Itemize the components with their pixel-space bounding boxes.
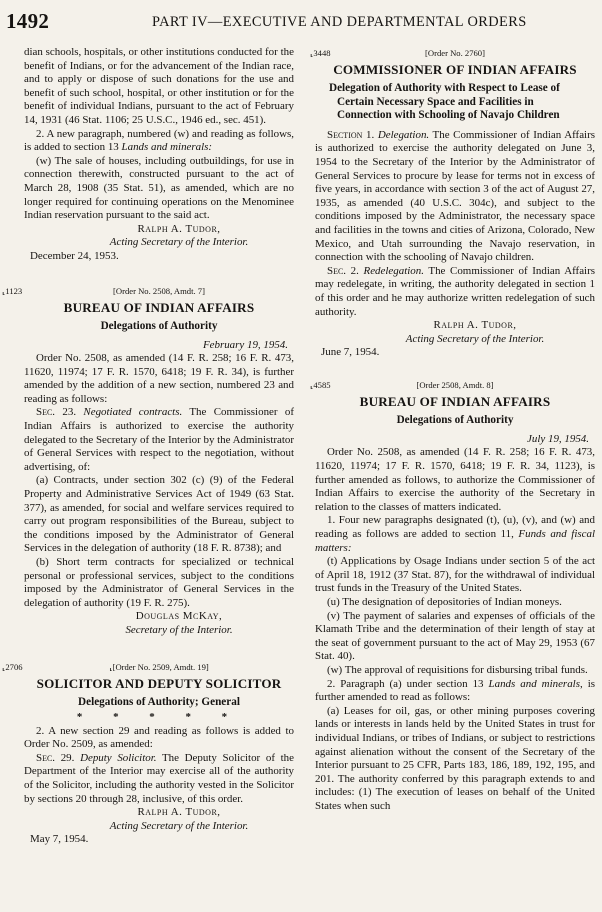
paragraph-1-text: 1. Four new paragraphs designated (t), (u), (v), and (w) and reading as follows are added to section 11, xyxy=(315,514,595,541)
paragraph-2: 2. A new section 29 and reading as follows is added to Order No. 2509, as amended: xyxy=(24,724,294,751)
section-lead: Sec. 23. xyxy=(36,406,84,419)
section-title: Redelegation. xyxy=(363,264,424,277)
order-number: [Order No. 2508, Amdt. 7] xyxy=(113,285,205,296)
section-lead: Sec. 29. xyxy=(36,751,81,764)
paragraph-2-text: 2. A new paragraph, numbered (w) and reading as follows, is added to section 13 xyxy=(24,127,294,154)
section-29 xyxy=(24,752,294,806)
section-1 xyxy=(315,129,595,265)
section-title: Delegation. xyxy=(377,128,430,141)
order-number: [Order 2508, Amdt. 8] xyxy=(416,379,494,390)
margin-reference xyxy=(310,378,331,392)
item-u: (u) The designation of depositories of Indian moneys. xyxy=(327,596,562,608)
paragraph-1-italic: Funds and fiscal matters xyxy=(315,528,595,554)
item-w: (w) The approval of requisitions for disbursing tribal funds. xyxy=(327,663,588,676)
item-t: (t) Applications by Osage Indians under section 5 of the act of April 18, 1912 (37 Stat. 87), for the withdrawal of individual trust funds in the Treasury of the United States. xyxy=(315,555,595,595)
section-text: The Deputy Solicitor of the Department of the Interior may exercise all of the authority of the Solicitor, including the authority vested in the Solicitor by sections 20 through 28, inclusive, of this order. xyxy=(24,751,295,805)
order-subheading: Delegations of Authority; General xyxy=(78,695,240,708)
paragraph-2-end: : xyxy=(208,141,213,154)
agency-heading: BUREAU OF INDIAN AFFAIRS xyxy=(359,393,551,409)
signature-title: Secretary of the Interior. xyxy=(125,623,233,636)
order-number: [Order No. 2509, Amdt. 19] xyxy=(112,661,209,672)
margin-bracket: ⸤ xyxy=(2,285,6,296)
left-column xyxy=(2,46,295,847)
paragraph-1-end: : xyxy=(347,541,352,554)
order-subheading: Delegations of Authority xyxy=(100,319,218,332)
section-title: Deputy Solicitor. xyxy=(80,751,157,764)
paragraph-2-end: , is further amended to read as follows: xyxy=(315,677,595,704)
order-intro: Order No. 2508, as amended (14 F. R. 258; 16 F. R. 473, 11620, 11974; 17 F. R. 1570, 6418; 19 F. R. 34, 1123), is further amended as follows, to authorize the Commissioner of Indian Affairs to exercise the authority of the Secretary in relation to the classes of matters indicated. xyxy=(315,446,595,513)
signature-title: Acting Secretary of the Interior. xyxy=(405,332,545,345)
omission-stars: * * * * * xyxy=(76,710,242,723)
signature-name: Douglas McKay, xyxy=(135,610,223,623)
item-a: (a) Leases for oil, gas, or other mining purposes covering lands or interests in lands held by the United States in trust for individual Indians, or tribes of Indians, or subject to restrictions against alienation without the consent of the Secretary of the Interior pursuant to 25 CFR, Parts 183, 186, 189, 192, 195, and 201. The authority conferred by this paragraph extends to and includes: (1) The execution of leases on behalf of the United States when such xyxy=(315,704,595,812)
order-number-row xyxy=(310,46,595,60)
margin-reference xyxy=(2,284,22,298)
section-text: The Commissioner of Indian Affairs is authorized to exercise the authority delegated to the Secretary of the Interior by the Administrator of General Services with respect to the negotiation, without advertising, of: xyxy=(24,406,295,473)
paragraph-1 xyxy=(315,514,595,555)
order-intro: Order No. 2508, as amended (14 F. R. 258; 16 F. R. 473, 11620, 11974; 17 F. R. 1570, 6418; 19 F. R. 34), is further amended by the addition of a new section, numbered 23 and reading as follows: xyxy=(24,352,294,405)
signature-title: Acting Secretary of the Interior. xyxy=(109,819,249,832)
section-23 xyxy=(24,406,294,474)
paragraph-2 xyxy=(24,128,294,155)
document-date: June 7, 1954. xyxy=(321,346,380,359)
item-v: (v) The payment of salaries and expenses of officials of the Klamath Tribe and the determination of their length of stay at the seat of government pursuant to the act of May 29, 1953 (67 Stat. 40). xyxy=(315,609,595,663)
margin-reference-number: 2706 xyxy=(5,661,23,672)
item-a: (a) Contracts, under section 302 (c) (9) of the Federal Property and Administrative Services Act of 1949 (63 Stat. 377), as amended, for social and welfare services required to carry out program responsibilities of the Bureau, subject to the conditions imposed by the Administrator of General Services in the delegation of authority (18 F. R. 8738); and xyxy=(24,474,294,555)
agency-heading: SOLICITOR AND DEPUTY SOLICITOR xyxy=(36,675,282,691)
order-number-row xyxy=(310,378,595,392)
signature-title: Acting Secretary of the Interior. xyxy=(109,236,249,249)
signature-name: Ralph A. Tudor, xyxy=(137,222,221,235)
order-subheading: Delegation of Authority with Respect to Lease of Certain Necessary Space and Facilities in Connection with Schooling of Navajo Children xyxy=(329,82,560,122)
section-lead: Sec. 2. xyxy=(327,264,364,277)
order-number-row xyxy=(2,284,294,298)
order-number-bracket: ⸤ xyxy=(109,661,113,672)
paragraph-2-text: 2. Paragraph (a) under section 13 xyxy=(327,677,489,690)
margin-reference-number: 4585 xyxy=(313,379,331,390)
order-number-row xyxy=(2,660,294,674)
right-column xyxy=(310,46,595,814)
order-date: February 19, 1954. xyxy=(202,338,288,351)
section-2 xyxy=(315,265,595,319)
margin-reference-number: 3448 xyxy=(313,48,331,58)
agency-heading: COMMISSIONER OF INDIAN AFFAIRS xyxy=(333,62,577,77)
signature-name: Ralph A. Tudor, xyxy=(137,806,221,819)
item-b: (b) Short term contracts for specialized or technical personal or professional services, subject to the conditions imposed by the Administrator of General Services in the delegation of authority (19 F. R. 275). xyxy=(24,556,294,609)
margin-reference xyxy=(2,660,23,674)
signature-name: Ralph A. Tudor, xyxy=(433,319,517,332)
section-text: The Commissioner of Indian Affairs may redelegate, in writing, the authority delegated in section 1 of this order and he may authorize written redelegation of such authority. xyxy=(315,264,595,318)
order-subheading: Delegations of Authority xyxy=(396,413,514,426)
section-lead: Section 1. xyxy=(327,128,378,141)
agency-heading: BUREAU OF INDIAN AFFAIRS xyxy=(63,299,255,315)
section-text: The Commissioner of Indian Affairs is authorized to exercise the authority delegated on June 3, 1954 to the Secretary of the Interior by the Administrator of General Services to procure by lease for terms not in excess of five years, in accordance with section 3 of the act of August 27, 1935, as amended (40 U.S.C. 304c), and subject to the conditions imposed by the Administrator, the necessary space and facilities in the towns and cities of Arizona, Colorado, New Mexico, and Utah surrounding the Navajo reservation, in connection with the schooling of Navajo children. xyxy=(315,128,595,264)
paragraph-w: (w) The sale of houses, including outbuildings, for use in connection therewith, constructed pursuant to the act of March 28, 1908 (35 Stat. 51), as amended, which are no longer required for continuing operations on the Menominee Indian reservation pursuant to the said act. xyxy=(24,154,294,222)
page-header xyxy=(0,3,602,43)
margin-bracket: ⸤ xyxy=(310,379,314,390)
margin-bracket: ⸤ xyxy=(2,661,6,672)
margin-reference-number: 1123 xyxy=(5,285,23,296)
margin-reference xyxy=(310,46,331,60)
document-date: May 7, 1954. xyxy=(30,833,89,846)
paragraph-2-italic: Lands and minerals xyxy=(121,141,209,154)
order-number: [Order No. 2760] xyxy=(425,48,485,58)
order-date: July 19, 1954. xyxy=(527,432,589,445)
paragraph-2-italic: Lands and minerals xyxy=(488,677,580,690)
margin-bracket: ⸤ xyxy=(310,48,314,58)
running-head: PART IV—EXECUTIVE AND DEPARTMENTAL ORDERS xyxy=(152,14,527,30)
document-date: December 24, 1953. xyxy=(30,249,119,262)
page-number: 1492 xyxy=(6,9,50,33)
continued-paragraph: dian schools, hospitals, or other institutions conducted for the benefit of Indians, or for the advancement of the Indian race, and to apply or dispose of such donations for the use and benefit of such school, hospital, or other institution or for the benefit of individual Indians, pursuant to the act of February 14, 1931 (46 Stat. 1106; 25 U.S.C., 1946 ed., sec. 451). xyxy=(24,46,294,126)
section-title: Negotiated contracts. xyxy=(83,406,183,419)
paragraph-2 xyxy=(315,678,595,705)
